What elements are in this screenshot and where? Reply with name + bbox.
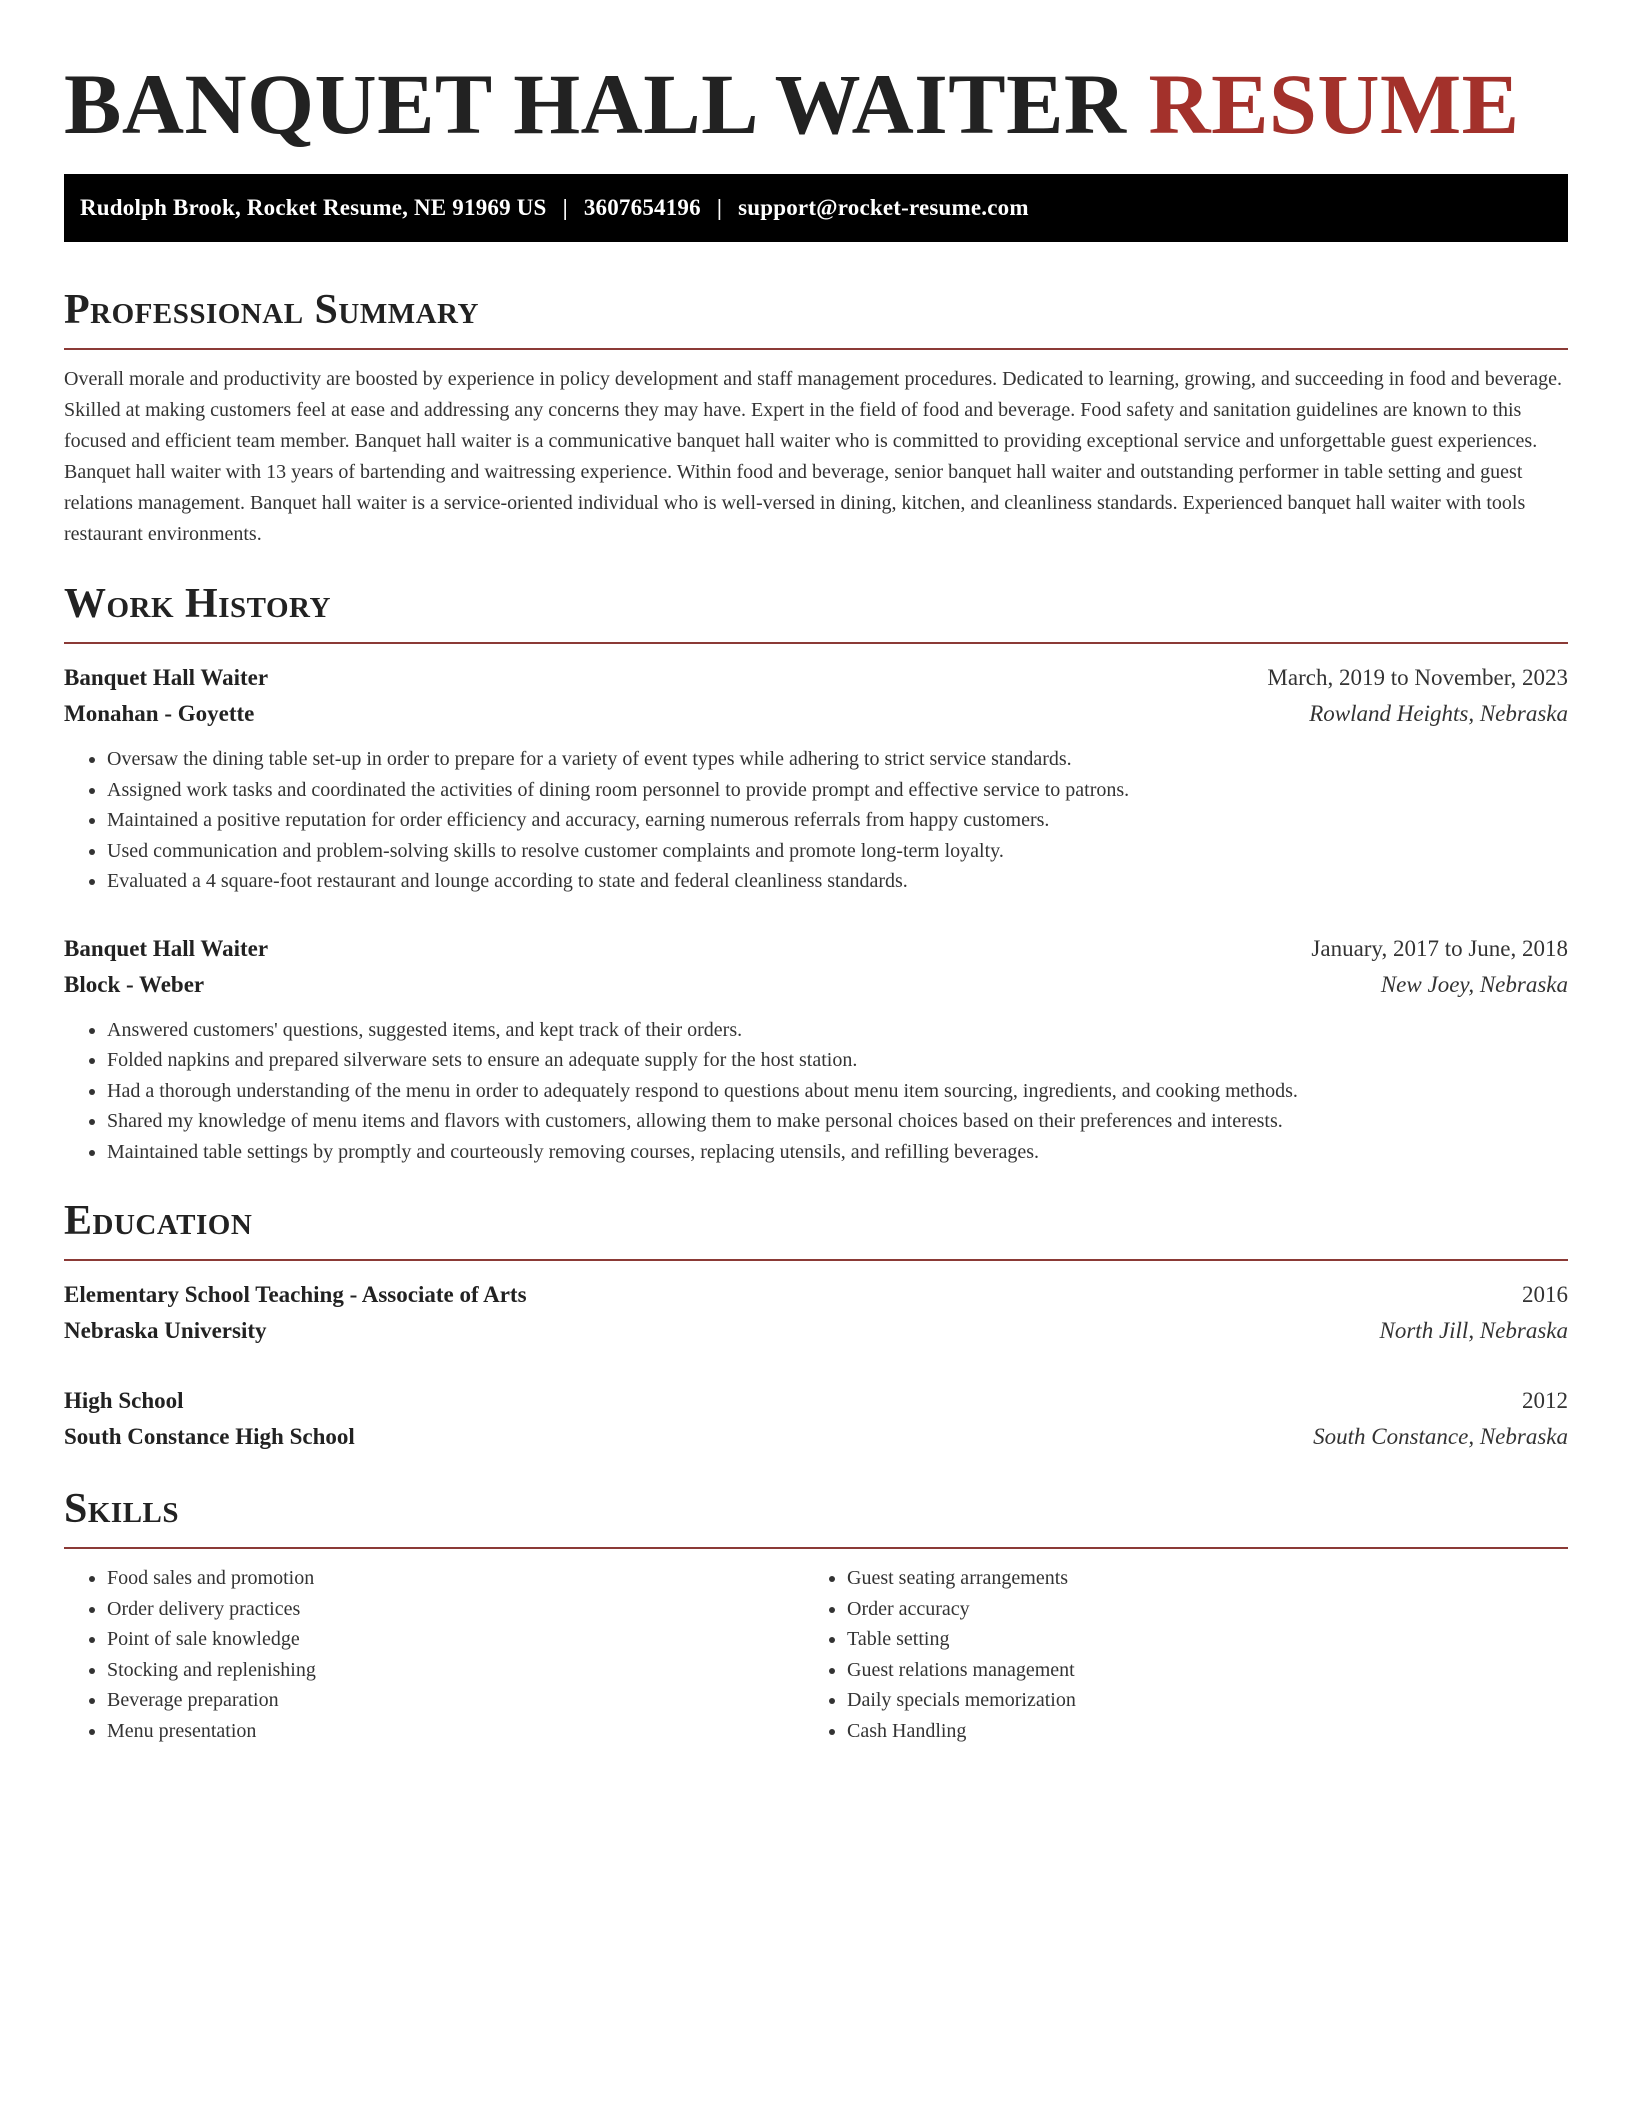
job-bullet: • Maintained table settings by promptly and courteously removing courses, replacing utensils, and refilling beverages. xyxy=(107,1137,1568,1168)
education-year: 2016 xyxy=(1522,1282,1568,1307)
skill-item: • Daily specials memorization xyxy=(847,1685,1544,1716)
skill-item: • Table setting xyxy=(847,1624,1544,1655)
education-entry xyxy=(64,1277,1568,1349)
education-header-row xyxy=(64,1383,1568,1419)
education-school: South Constance High School xyxy=(64,1424,355,1449)
skill-item: • Stocking and replenishing xyxy=(107,1655,804,1686)
summary-heading: Professional Summary xyxy=(64,287,479,333)
job-company-row xyxy=(64,967,1568,1003)
job-company-row xyxy=(64,696,1568,732)
skills-heading: Skills xyxy=(64,1486,180,1532)
summary-text: Overall morale and productivity are boosted by experience in policy development and staff management procedures. Dedicated to learning, growing, and succeeding in food and beverage. Skilled at making customers feel at ease and addressing any concerns they may have. Expert in the field of food and beverage. Food safety and sanitation guidelines are known to this focused and efficient team member. Banquet hall waiter is a communicative banquet hall waiter who is committed to providing exceptional service and unforgettable guest experiences. Banquet hall waiter with 13 years of bartending and waitressing experience. Within food and beverage, senior banquet hall waiter and outstanding performer in table setting and guest relations management. Banquet hall waiter is a service-oriented individual who is well-versed in dining, kitchen, and cleanliness standards. Experienced banquet hall waiter with tools restaurant environments. xyxy=(64,368,1562,545)
job-bullet: • Oversaw the dining table set-up in order to prepare for a variety of event types while adhering to strict service standards. xyxy=(107,744,1568,775)
skill-item: • Cash Handling xyxy=(847,1716,1544,1747)
education-degree: High School xyxy=(64,1388,184,1413)
job-header-row xyxy=(64,931,1568,967)
job-entry xyxy=(64,660,1568,897)
education-location: South Constance, Nebraska xyxy=(1313,1424,1568,1449)
job-company: Block - Weber xyxy=(64,971,205,997)
title-accent: RESUME xyxy=(1148,56,1520,152)
work-history-section xyxy=(64,580,1568,1167)
section-divider xyxy=(64,642,1568,644)
job-title: Banquet Hall Waiter xyxy=(64,935,269,961)
job-header-row xyxy=(64,660,1568,696)
job-bullet: • Shared my knowledge of menu items and flavors with customers, allowing them to make personal choices based on their preferences and interests. xyxy=(107,1106,1568,1137)
skill-item: • Guest relations management xyxy=(847,1655,1544,1686)
skills-list xyxy=(804,1563,1544,1746)
job-bullet: • Assigned work tasks and coordinated the activities of dining room personnel to provide prompt and effective service to patrons. xyxy=(107,775,1568,806)
summary-section xyxy=(64,286,1568,550)
education-school-row xyxy=(64,1313,1568,1349)
skills-list xyxy=(64,1563,804,1746)
resume-title xyxy=(64,0,1568,150)
title-main: BANQUET HALL WAITER xyxy=(64,56,1127,152)
contact-address: Rudolph Brook, Rocket Resume, NE 91969 US xyxy=(80,195,547,220)
skills-column-right xyxy=(804,1563,1544,1746)
job-company: Monahan - Goyette xyxy=(64,701,255,726)
job-bullet: • Had a thorough understanding of the menu in order to adequately respond to questions about menu item sourcing, ingredients, and cooking methods. xyxy=(107,1076,1568,1107)
contact-separator: | xyxy=(562,195,568,220)
job-location: Rowland Heights, Nebraska xyxy=(1309,701,1568,726)
education-school-row xyxy=(64,1419,1568,1455)
job-bullet: • Answered customers' questions, suggested items, and kept track of their orders. xyxy=(107,1015,1568,1046)
skill-item: • Point of sale knowledge xyxy=(107,1624,804,1655)
contact-separator: | xyxy=(716,195,723,220)
job-bullet: • Used communication and problem-solving skills to resolve customer complaints and promote long-term loyalty. xyxy=(107,836,1568,867)
job-location: New Joey, Nebraska xyxy=(1380,971,1568,997)
contact-email: support@rocket-resume.com xyxy=(738,195,1029,220)
job-bullet: • Folded napkins and prepared silverware sets to ensure an adequate supply for the host station. xyxy=(107,1045,1568,1076)
section-divider xyxy=(64,348,1568,350)
job-title: Banquet Hall Waiter xyxy=(64,665,269,690)
job-entry xyxy=(64,931,1568,1168)
skill-item: • Order delivery practices xyxy=(107,1594,804,1625)
education-heading: Education xyxy=(64,1198,253,1244)
job-dates: January, 2017 to June, 2018 xyxy=(1311,935,1568,961)
section-divider xyxy=(64,1259,1568,1261)
skill-item: • Guest seating arrangements xyxy=(847,1563,1544,1594)
education-location: North Jill, Nebraska xyxy=(1379,1318,1568,1343)
section-divider xyxy=(64,1547,1568,1549)
skill-item: • Menu presentation xyxy=(107,1716,804,1747)
education-degree: Elementary School Teaching - Associate of Arts xyxy=(64,1282,527,1307)
contact-phone: 3607654196 xyxy=(583,195,701,220)
job-bullet: • Maintained a positive reputation for order efficiency and accuracy, earning numerous referrals from happy customers. xyxy=(107,805,1568,836)
job-dates: March, 2019 to November, 2023 xyxy=(1267,665,1568,690)
skill-item: • Order accuracy xyxy=(847,1594,1544,1625)
skills-column-left xyxy=(64,1563,804,1746)
education-year: 2012 xyxy=(1522,1388,1568,1413)
education-section xyxy=(64,1197,1568,1455)
skills-section xyxy=(64,1485,1568,1746)
education-entry xyxy=(64,1383,1568,1455)
skills-grid xyxy=(64,1563,1568,1746)
contact-bar xyxy=(64,174,1568,242)
job-bullets xyxy=(64,744,1568,897)
job-bullets xyxy=(64,1015,1568,1168)
education-header-row xyxy=(64,1277,1568,1313)
work-history-heading: Work History xyxy=(64,581,331,627)
job-bullet: • Evaluated a 4 square-foot restaurant and lounge according to state and federal cleanliness standards. xyxy=(107,866,1568,897)
skill-item: • Food sales and promotion xyxy=(107,1563,804,1594)
skill-item: • Beverage preparation xyxy=(107,1685,804,1716)
education-school: Nebraska University xyxy=(64,1318,267,1343)
